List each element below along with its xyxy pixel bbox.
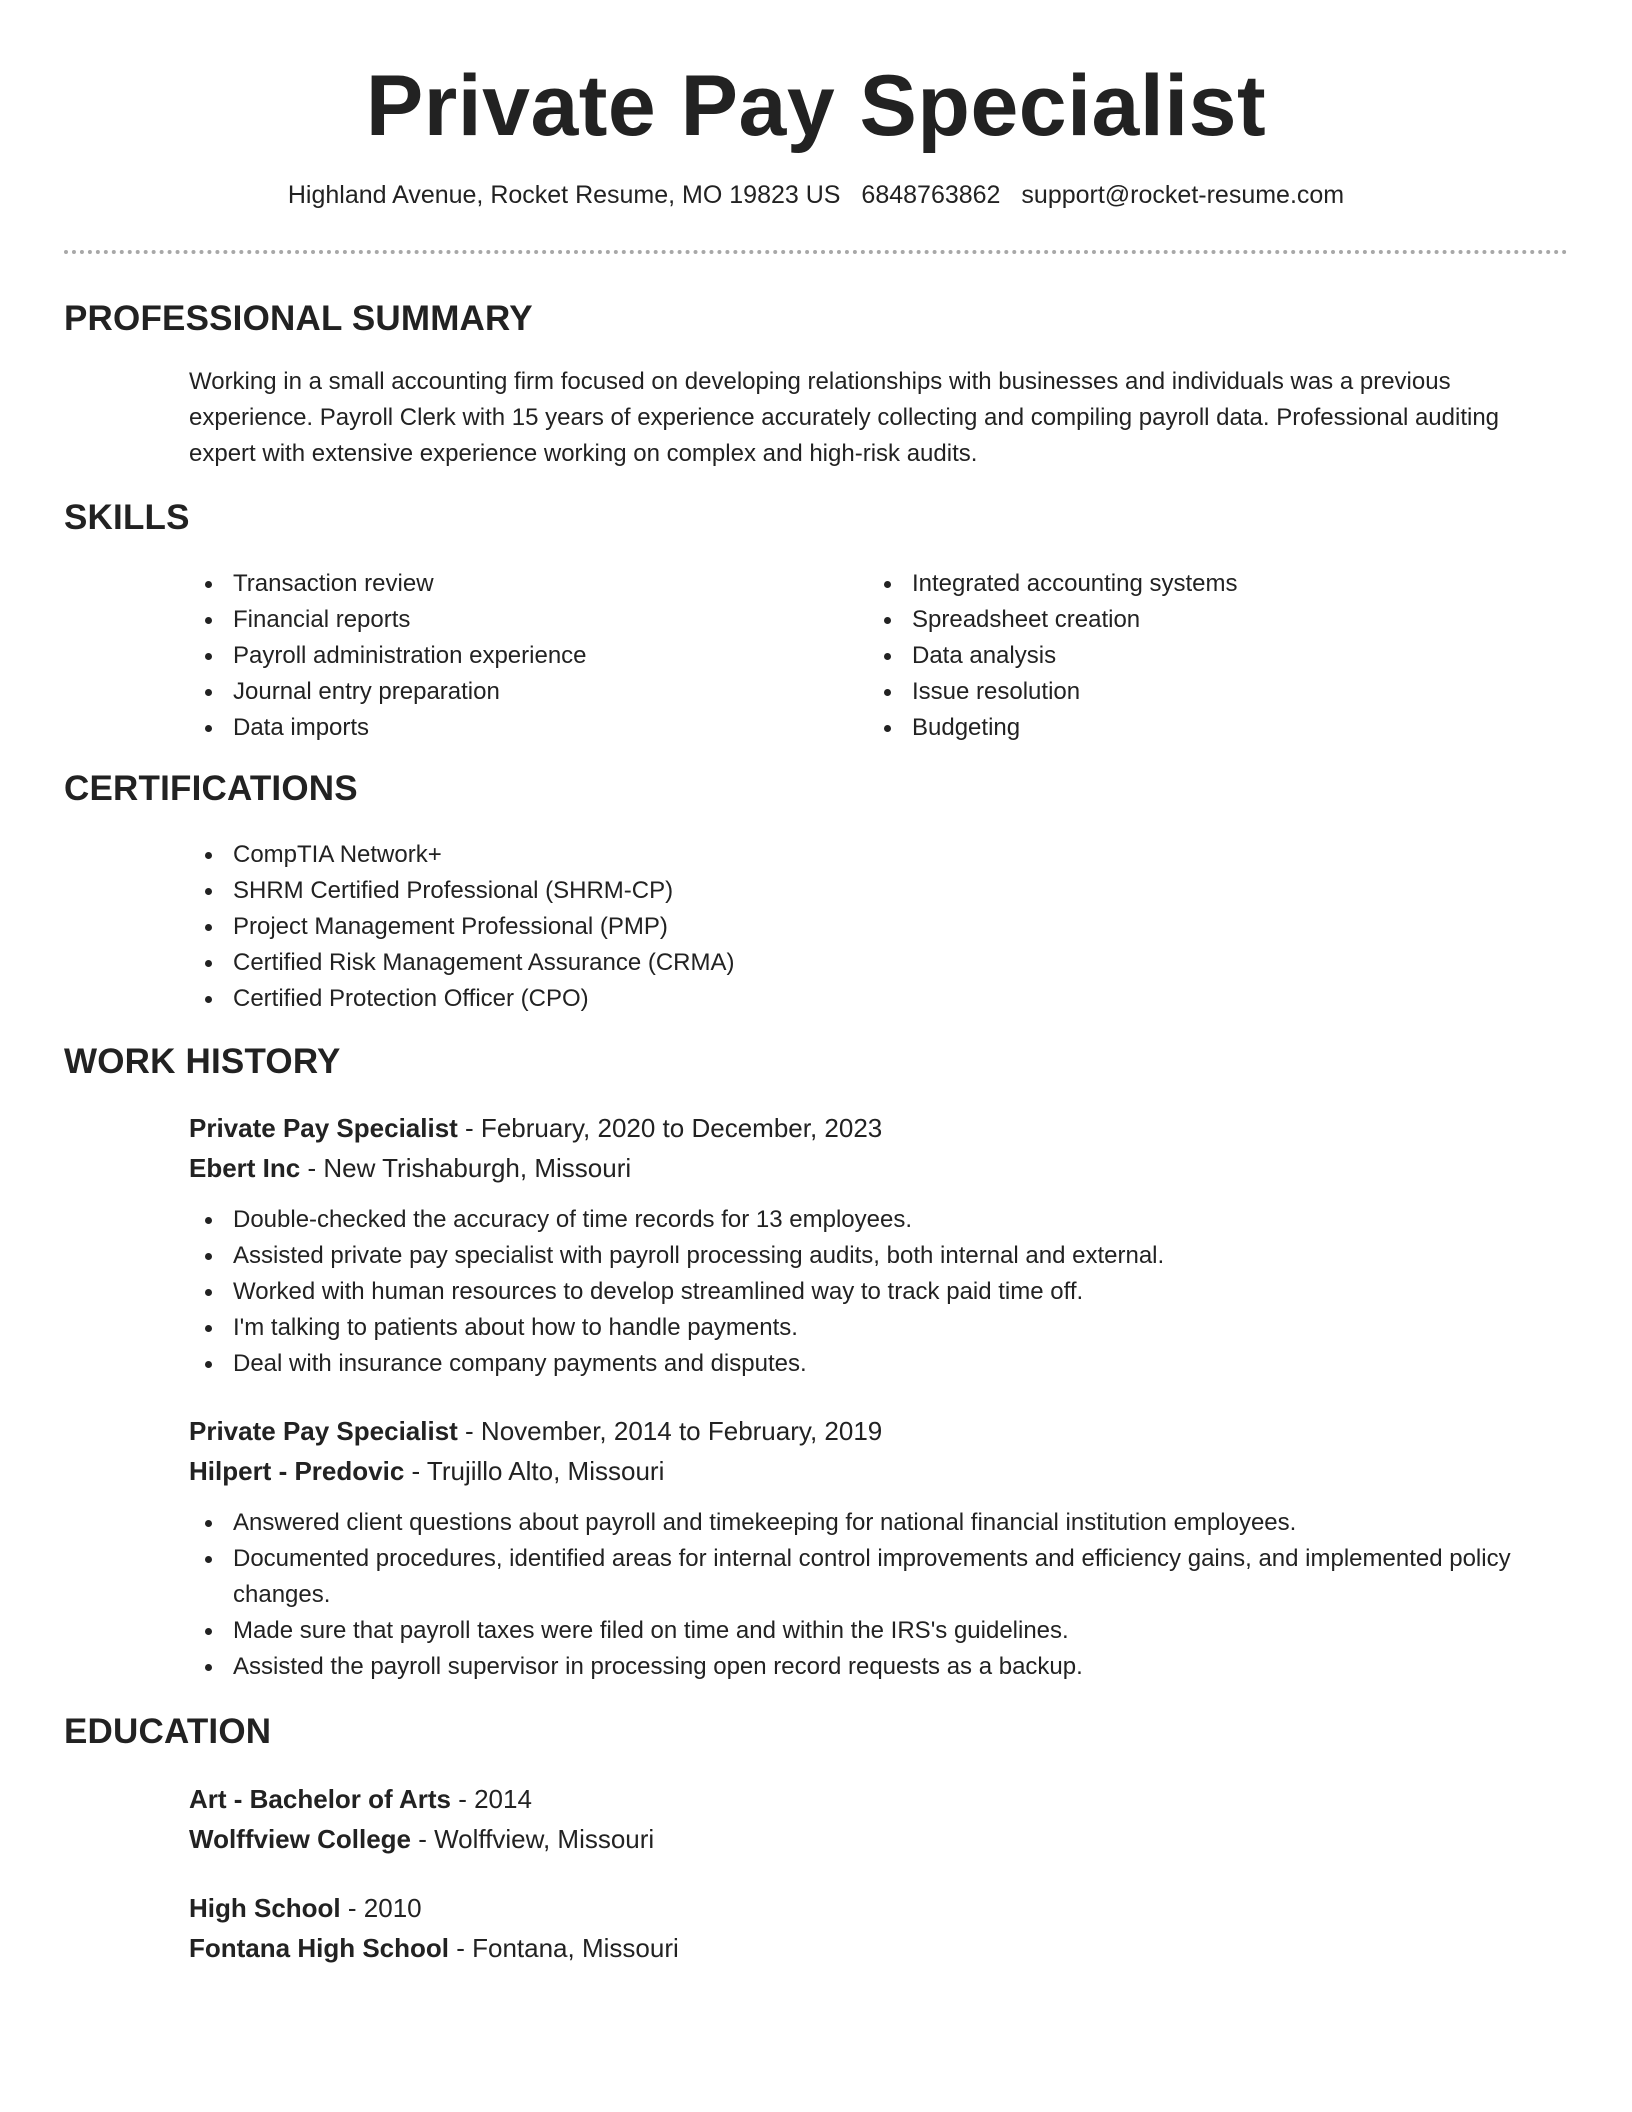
- skill-item: Budgeting: [868, 710, 1468, 746]
- contact-line: [0, 180, 1632, 210]
- education-school: Wolffview College: [189, 1824, 411, 1854]
- job-bullet: I'm talking to patients about how to handle payments.: [189, 1310, 1568, 1346]
- education-entry: [189, 1779, 1568, 1859]
- job-dates: - February, 2020 to December, 2023: [457, 1113, 883, 1143]
- job-bullet: Worked with human resources to develop streamlined way to track paid time off.: [189, 1274, 1568, 1310]
- job-company: Ebert Inc: [189, 1153, 301, 1183]
- job-bullet: Double-checked the accuracy of time records for 13 employees.: [189, 1202, 1568, 1238]
- certification-item: Certified Risk Management Assurance (CRMA): [189, 945, 1568, 981]
- job-title-line: [189, 1411, 1568, 1451]
- work-history-heading: WORK HISTORY: [64, 1042, 341, 1081]
- job-role: Private Pay Specialist: [189, 1416, 458, 1446]
- certifications-list: [189, 837, 1568, 1017]
- skill-item: Spreadsheet creation: [868, 602, 1468, 638]
- job-bullet: Assisted private pay specialist with payroll processing audits, both internal and external.: [189, 1238, 1568, 1274]
- education-location: - Wolffview, Missouri: [411, 1824, 655, 1854]
- job-dates: - November, 2014 to February, 2019: [457, 1416, 883, 1446]
- job-title-line: [189, 1108, 1568, 1148]
- contact-address: Highland Avenue, Rocket Resume, MO 19823 US: [287, 181, 841, 209]
- education-entry: [189, 1888, 1568, 1968]
- skill-item: Journal entry preparation: [189, 674, 789, 710]
- education-school-line: [189, 1819, 1568, 1859]
- skill-item: Financial reports: [189, 602, 789, 638]
- job-location: - Trujillo Alto, Missouri: [404, 1456, 665, 1486]
- certification-item: Project Management Professional (PMP): [189, 909, 1568, 945]
- education-year: - 2010: [340, 1893, 422, 1923]
- contact-email: support@rocket-resume.com: [1021, 181, 1345, 209]
- summary-heading: PROFESSIONAL SUMMARY: [64, 299, 533, 338]
- job-company-line: [189, 1148, 1568, 1188]
- education-school: Fontana High School: [189, 1933, 449, 1963]
- contact-phone: 6848763862: [861, 181, 1001, 209]
- education-degree: High School: [189, 1893, 341, 1923]
- skill-item: Integrated accounting systems: [868, 566, 1468, 602]
- skill-item: Issue resolution: [868, 674, 1468, 710]
- job-entry: [189, 1411, 1568, 1491]
- job-location: - New Trishaburgh, Missouri: [300, 1153, 632, 1183]
- job-bullet: Deal with insurance company payments and disputes.: [189, 1346, 1568, 1382]
- header-divider: [64, 250, 1568, 254]
- job-company: Hilpert - Predovic: [189, 1456, 405, 1486]
- certification-item: SHRM Certified Professional (SHRM-CP): [189, 873, 1568, 909]
- job-company-line: [189, 1451, 1568, 1491]
- skill-item: Transaction review: [189, 566, 789, 602]
- education-degree-line: [189, 1888, 1568, 1928]
- skill-item: Data imports: [189, 710, 789, 746]
- job-bullet: Made sure that payroll taxes were filed on time and within the IRS's guidelines.: [189, 1613, 1568, 1649]
- job-bullet: Assisted the payroll supervisor in processing open record requests as a backup.: [189, 1649, 1568, 1685]
- skills-heading: SKILLS: [64, 498, 190, 537]
- education-degree: Art - Bachelor of Arts: [189, 1784, 451, 1814]
- job-entry: [189, 1108, 1568, 1188]
- education-location: - Fontana, Missouri: [449, 1933, 679, 1963]
- certifications-heading: CERTIFICATIONS: [64, 769, 358, 808]
- certification-item: CompTIA Network+: [189, 837, 1568, 873]
- skills-list-left: [189, 566, 789, 746]
- job-bullet: Documented procedures, identified areas for internal control improvements and efficiency gains, and implemented policy changes.: [189, 1541, 1568, 1613]
- job-bullets: [189, 1505, 1568, 1685]
- job-bullets: [189, 1202, 1568, 1382]
- education-school-line: [189, 1928, 1568, 1968]
- job-bullet: Answered client questions about payroll and timekeeping for national financial institution employees.: [189, 1505, 1568, 1541]
- skill-item: Payroll administration experience: [189, 638, 789, 674]
- summary-text: Working in a small accounting firm focused on developing relationships with businesses and individuals was a previous experience. Payroll Clerk with 15 years of experience accurately collecting and compiling payroll data. Professional auditing expert with extensive experience working on complex and high-risk audits.: [189, 368, 1500, 467]
- education-degree-line: [189, 1779, 1568, 1819]
- job-role: Private Pay Specialist: [189, 1113, 458, 1143]
- certification-item: Certified Protection Officer (CPO): [189, 981, 1568, 1017]
- education-year: - 2014: [450, 1784, 532, 1814]
- resume-name: Private Pay Specialist: [365, 58, 1267, 154]
- skills-list-right: [868, 566, 1468, 746]
- education-heading: EDUCATION: [64, 1712, 272, 1751]
- skill-item: Data analysis: [868, 638, 1468, 674]
